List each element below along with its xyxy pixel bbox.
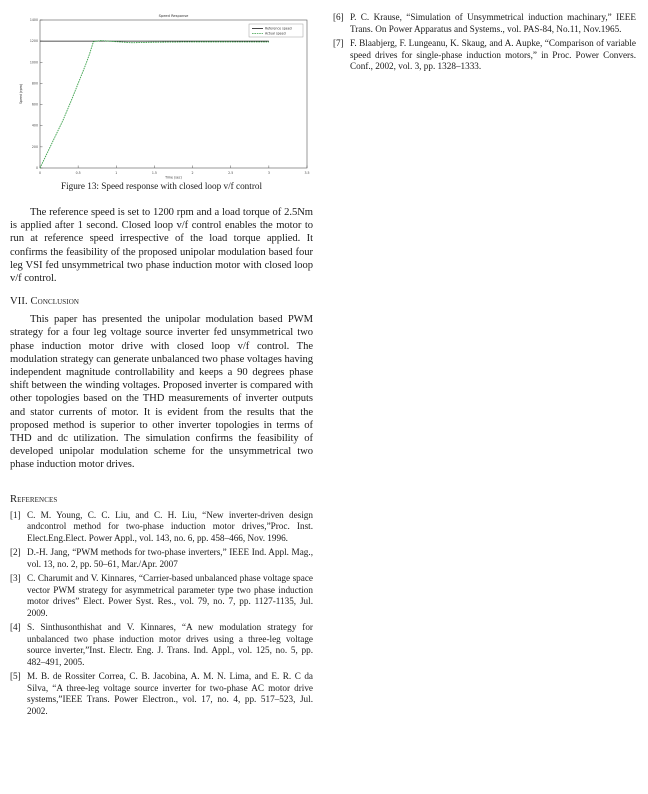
body-paragraph-results: The reference speed is set to 1200 rpm and a load torque of 2.5Nm is applied after 1 second. Closed loop v/f control enables the motor to run at reference speed irrespective of the load torque applied. It confirms the feasibility of the proposed unipolar modulation based four leg VSI fed unsymmetrical two phase induction motor with closed loop v/f control. [10, 207, 313, 285]
reference-number: [7] [333, 38, 344, 48]
reference-item [10, 573, 313, 619]
y-tick-label: 1400 [29, 18, 38, 22]
x-tick-label: 2 [191, 171, 194, 175]
section-heading-conclusion: VII. Conclusion [10, 296, 80, 308]
reference-number: [6] [333, 12, 344, 22]
left-column [10, 8, 313, 720]
speed-response-figure [10, 8, 313, 180]
reference-item [333, 38, 636, 73]
y-tick-label: 1200 [29, 39, 38, 44]
reference-number: [5] [10, 671, 21, 682]
y-tick-label: 1000 [29, 60, 38, 65]
reference-number: [3] [10, 573, 21, 584]
x-tick-label: 2.5 [228, 171, 234, 175]
reference-item [10, 547, 313, 570]
x-tick-label: 0 [38, 171, 42, 175]
reference-text: C. Charumit and V. Kinnares, “Carrier-based unbalanced phase voltage space vector PWM strategy for asymmetrical parameter type two phase induction motor drives” Elect. Power Syst. Res., vol. 79, no. 7, pp. 1127-1135, Jul. 2009. [27, 573, 313, 618]
speed-response-chart [10, 8, 313, 180]
x-tick-label: 0.5 [75, 171, 81, 175]
y-tick-label: 800 [31, 81, 38, 86]
reference-text: P. C. Krause, “Simulation of Unsymmetrical induction machinary,” IEEE Trans. On Power Apparatus and Systems., vol. PAS-84, No.11, Nov.1965. [350, 12, 636, 34]
reference-item [333, 12, 636, 35]
reference-number: [1] [10, 509, 21, 520]
body-paragraph-conclusion: This paper has presented the unipolar modulation based PWM strategy for a four leg voltage source inverter fed unsymmetrical two phase induction motor drive with closed loop v/f control. The modulation strategy can generate unbalanced two phase voltages having independent magnitude controllability and keeps a 90 degrees phase shift between the winding voltages. Proposed inverter is compared with other topologies based on the THD measurements of inverter outputs and stator currents of motor. It is evident from the results that the proposed method is superior to other inverter topologies in terms of THD and dc utilization. The simulation confirms the feasibility of developed unipolar modulation scheme for the unsymmetrical two phase induction motor drives. [10, 314, 313, 471]
y-tick-label: 600 [31, 102, 38, 107]
right-column [333, 12, 636, 76]
references-heading: References [10, 493, 58, 505]
reference-item [10, 622, 313, 668]
reference-text: C. M. Young, C. C. Liu, and C. H. Liu, “New inverter-driven design andcontrol method for two-phase induction motor drives,”Proc. Inst. Elect.Eng.Elect. Power Appl., vol. 143, no. 6, pp. 458–466, Nov. 1996. [27, 509, 313, 543]
reference-item [10, 510, 313, 545]
reference-text: S. Sinthusonthishat and V. Kinnares, “A new modulation strategy for unbalanced two phase induction motor drives using a three-leg voltage source inverter,”Inst. Electr. Eng. J. Trans. Ind. Appl., vol. 125, no. 5, pp. 482–491, 2005. [27, 622, 313, 667]
reference-text: D.-H. Jang, “PWM methods for two-phase inverters,” IEEE Ind. Appl. Mag., vol. 13, no. 2, pp. 50–61, Mar./Apr. 2007 [27, 547, 313, 569]
reference-text: F. Blaabjerg, F. Lungeanu, K. Skaug, and A. Aupke, “Comparison of variable speed drives for single-phase induction motors,” in Proc. Power Convers. Conf., 2002, vol. 3, pp. 1328–1333. [350, 38, 636, 71]
y-axis-label: Speed (rpm) [19, 84, 23, 104]
reference-number: [2] [10, 547, 21, 558]
x-axis-label: Time (sec) [165, 175, 182, 180]
y-tick-label: 400 [31, 123, 38, 128]
x-tick-label: 1 [115, 171, 118, 175]
legend-entry: Reference speed [265, 26, 292, 31]
x-tick-label: 3.5 [304, 171, 310, 175]
y-tick-label: 0 [35, 166, 38, 170]
reference-number: [4] [10, 622, 21, 633]
figure-caption: Figure 13: Speed response with closed loop v/f control [60, 181, 263, 191]
reference-item [10, 671, 313, 717]
x-tick-label: 1.5 [151, 171, 157, 175]
y-tick-label: 200 [31, 144, 38, 149]
chart-title: Speed Response [158, 14, 189, 18]
x-tick-label: 3 [267, 171, 270, 175]
reference-text: M. B. de Rossiter Correa, C. B. Jacobina, A. M. N. Lima, and E. R. C da Silva, “A three-leg voltage source inverter for two-phase AC motor drive systems,”IEEE Trans. Power Electron., vol. 17, no. 4, pp. 517–523, Jul. 2002. [27, 671, 313, 716]
legend-entry: Actual speed [265, 31, 286, 36]
